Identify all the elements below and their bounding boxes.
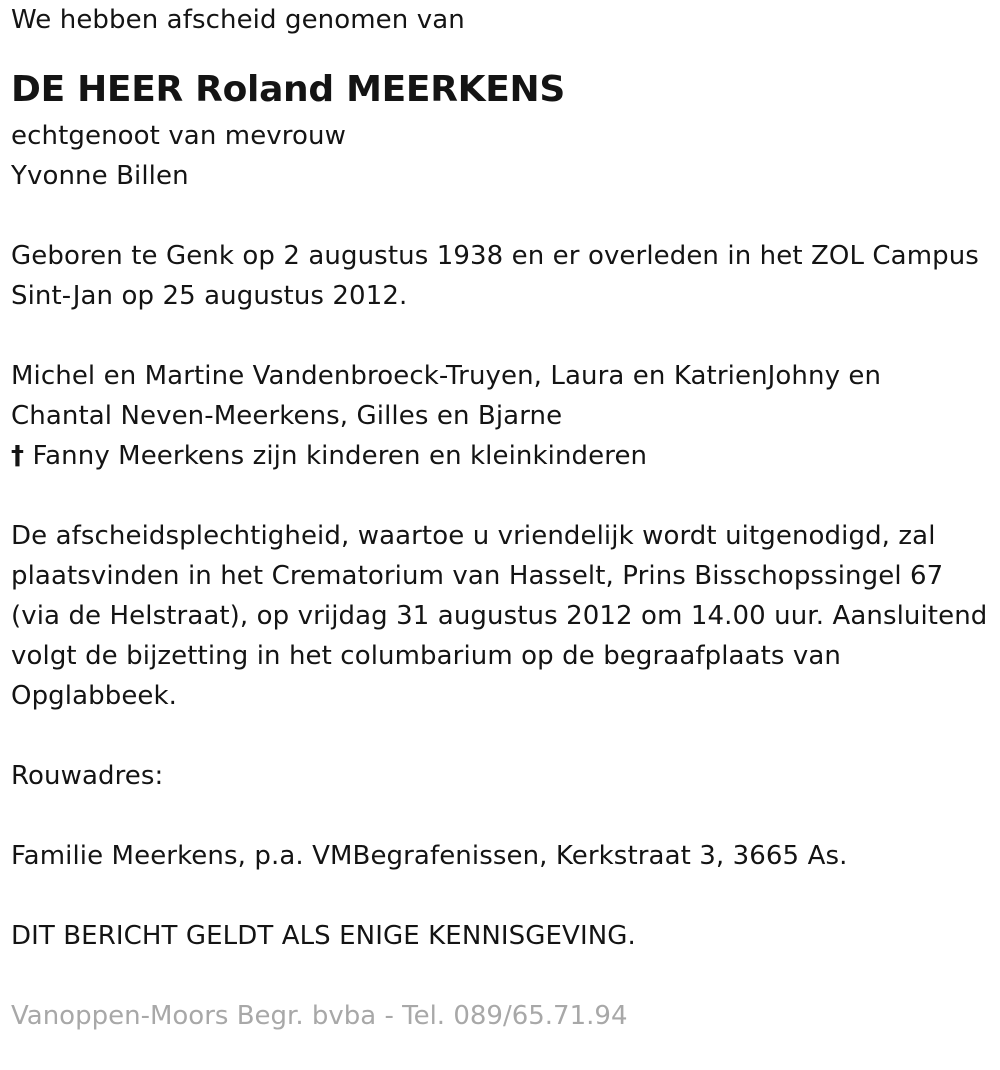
birth-death-line-2: Sint-Jan op 25 augustus 2012. [11, 281, 408, 311]
spacer [11, 956, 996, 996]
spacer [11, 796, 996, 836]
obituary-notice [11, 0, 996, 1036]
spacer [11, 876, 996, 916]
ceremony-line-1: De afscheidsplechtigheid, waartoe u vriendelijk wordt uitgenodigd, zal [11, 521, 936, 551]
mourning-address-label: Rouwadres: [11, 761, 164, 791]
family-line-1: Michel en Martine Vandenbroeck-Truyen, Laura en KatrienJohny en [11, 361, 882, 391]
spacer [11, 476, 996, 516]
mourning-address: Familie Meerkens, p.a. VMBegrafenissen, Kerkstraat 3, 3665 As. [11, 841, 848, 871]
deceased-name: DE HEER Roland MEERKENS [11, 69, 565, 110]
ceremony-line-3: (via de Helstraat), op vrijdag 31 augustus 2012 om 14.00 uur. Aansluitend [11, 601, 988, 631]
family-line-2: Chantal Neven-Meerkens, Gilles en Bjarne [11, 401, 563, 431]
funeral-home-footer: Vanoppen-Moors Begr. bvba - Tel. 089/65.71.94 [11, 1001, 628, 1031]
family-line-3-text: Fanny Meerkens zijn kinderen en kleinkinderen [24, 441, 648, 471]
ceremony-line-5: Opglabbeek. [11, 681, 178, 711]
spacer [11, 40, 996, 62]
ceremony-line-4: volgt de bijzetting in het columbarium op de begraafplaats van [11, 641, 841, 671]
spouse-line-2: Yvonne Billen [11, 161, 189, 191]
cross-icon: † [11, 441, 25, 471]
notice-statement: DIT BERICHT GELDT ALS ENIGE KENNISGEVING. [11, 921, 636, 951]
spacer [11, 716, 996, 756]
family-line-3 [11, 436, 996, 476]
spacer [11, 196, 996, 236]
spacer [11, 316, 996, 356]
intro-text: We hebben afscheid genomen van [11, 5, 465, 35]
birth-death-line-1: Geboren te Genk op 2 augustus 1938 en er overleden in het ZOL Campus [11, 241, 979, 271]
ceremony-line-2: plaatsvinden in het Crematorium van Hasselt, Prins Bisschopssingel 67 [11, 561, 944, 591]
spouse-line-1: echtgenoot van mevrouw [11, 121, 346, 151]
